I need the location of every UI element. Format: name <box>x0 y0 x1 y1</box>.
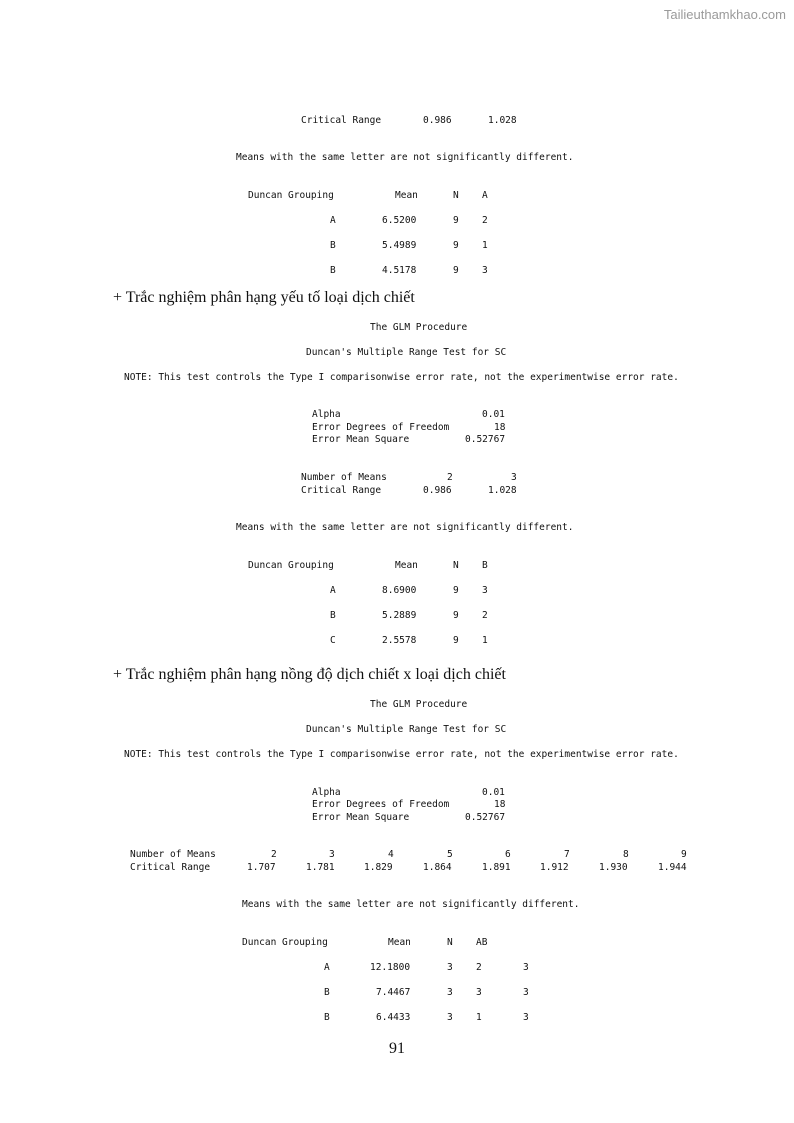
df-label: Error Degrees of Freedom <box>312 799 450 810</box>
row-n: 3 <box>447 987 453 998</box>
header-factor: A <box>482 190 488 201</box>
row-mean: 6.5200 <box>382 215 417 226</box>
critical-range-value: 1.864 <box>423 862 452 873</box>
row-group: C <box>330 635 336 646</box>
ms-label: Error Mean Square <box>312 434 410 445</box>
row-n: 9 <box>453 610 459 621</box>
num-means-value: 3 <box>329 849 335 860</box>
row-level-b: 3 <box>523 1012 529 1023</box>
df-value: 18 <box>494 422 506 433</box>
row-n: 9 <box>453 240 459 251</box>
means-note: Means with the same letter are not significantly different. <box>236 522 574 533</box>
row-n: 9 <box>453 635 459 646</box>
row-mean: 12.1800 <box>370 962 411 973</box>
num-means-value: 9 <box>681 849 687 860</box>
row-n: 3 <box>447 962 453 973</box>
row-n: 9 <box>453 215 459 226</box>
procedure-title: The GLM Procedure <box>370 322 468 333</box>
header-grouping: Duncan Grouping <box>242 937 328 948</box>
row-n: 3 <box>447 1012 453 1023</box>
critical-range-value: 1.028 <box>488 485 517 496</box>
num-means-value: 2 <box>447 472 453 483</box>
df-value: 18 <box>494 799 506 810</box>
critical-range-value: 1.707 <box>247 862 276 873</box>
row-level: 1 <box>482 240 488 251</box>
header-factor: AB <box>476 937 488 948</box>
num-means-value: 3 <box>511 472 517 483</box>
means-note: Means with the same letter are not significantly different. <box>242 899 580 910</box>
alpha-label: Alpha <box>312 787 341 798</box>
critical-range-value: 1.891 <box>482 862 511 873</box>
critical-range-value: 1.028 <box>488 115 517 126</box>
num-means-value: 2 <box>271 849 277 860</box>
num-means-value: 8 <box>623 849 629 860</box>
header-mean: Mean <box>388 937 411 948</box>
test-title: Duncan's Multiple Range Test for SC <box>306 347 507 358</box>
row-group: A <box>330 585 336 596</box>
critical-range-value: 1.912 <box>540 862 569 873</box>
procedure-title: The GLM Procedure <box>370 699 468 710</box>
num-means-label: Number of Means <box>130 849 216 860</box>
critical-range-value: 1.781 <box>306 862 335 873</box>
row-group: B <box>330 610 336 621</box>
row-group: B <box>324 1012 330 1023</box>
row-group: B <box>330 265 336 276</box>
row-mean: 8.6900 <box>382 585 417 596</box>
row-group: B <box>324 987 330 998</box>
alpha-value: 0.01 <box>482 787 505 798</box>
num-means-value: 5 <box>447 849 453 860</box>
header-mean: Mean <box>395 190 418 201</box>
means-note: Means with the same letter are not significantly different. <box>236 152 574 163</box>
row-level-a: 2 <box>476 962 482 973</box>
critical-range-label: Critical Range <box>301 115 382 126</box>
header-n: N <box>453 560 459 571</box>
header-factor: B <box>482 560 488 571</box>
row-level: 3 <box>482 265 488 276</box>
row-level-a: 3 <box>476 987 482 998</box>
page-number: 91 <box>389 1040 405 1057</box>
critical-range-value: 0.986 <box>423 115 452 126</box>
critical-range-value: 0.986 <box>423 485 452 496</box>
row-mean: 7.4467 <box>376 987 411 998</box>
num-means-value: 6 <box>505 849 511 860</box>
test-title: Duncan's Multiple Range Test for SC <box>306 724 507 735</box>
row-level-a: 1 <box>476 1012 482 1023</box>
row-level: 2 <box>482 610 488 621</box>
row-level: 3 <box>482 585 488 596</box>
header-n: N <box>447 937 453 948</box>
row-mean: 2.5578 <box>382 635 417 646</box>
header-mean: Mean <box>395 560 418 571</box>
ms-value: 0.52767 <box>465 812 506 823</box>
critical-range-value: 1.930 <box>599 862 628 873</box>
header-grouping: Duncan Grouping <box>248 190 334 201</box>
section-heading: + Trắc nghiệm phân hạng nồng độ dịch chiết x loại dịch chiết <box>113 666 506 683</box>
row-group: B <box>330 240 336 251</box>
num-means-value: 7 <box>564 849 570 860</box>
alpha-label: Alpha <box>312 409 341 420</box>
alpha-value: 0.01 <box>482 409 505 420</box>
critical-range-label: Critical Range <box>130 862 211 873</box>
ms-value: 0.52767 <box>465 434 506 445</box>
row-level: 1 <box>482 635 488 646</box>
ms-label: Error Mean Square <box>312 812 410 823</box>
row-mean: 5.4989 <box>382 240 417 251</box>
row-n: 9 <box>453 585 459 596</box>
num-means-label: Number of Means <box>301 472 387 483</box>
critical-range-label: Critical Range <box>301 485 382 496</box>
header-n: N <box>453 190 459 201</box>
row-group: A <box>324 962 330 973</box>
row-level-b: 3 <box>523 962 529 973</box>
num-means-value: 4 <box>388 849 394 860</box>
row-n: 9 <box>453 265 459 276</box>
header-grouping: Duncan Grouping <box>248 560 334 571</box>
watermark: Tailieuthamkhao.com <box>663 7 786 22</box>
row-level: 2 <box>482 215 488 226</box>
critical-range-value: 1.829 <box>364 862 393 873</box>
df-label: Error Degrees of Freedom <box>312 422 450 433</box>
section-heading: + Trắc nghiệm phân hạng yếu tố loại dịch chiết <box>113 289 415 306</box>
row-mean: 6.4433 <box>376 1012 411 1023</box>
note-text: NOTE: This test controls the Type I comparisonwise error rate, not the experimentwise error rate. <box>124 749 679 760</box>
critical-range-value: 1.944 <box>658 862 687 873</box>
row-level-b: 3 <box>523 987 529 998</box>
note-text: NOTE: This test controls the Type I comparisonwise error rate, not the experimentwise error rate. <box>124 372 679 383</box>
row-group: A <box>330 215 336 226</box>
row-mean: 4.5178 <box>382 265 417 276</box>
row-mean: 5.2889 <box>382 610 417 621</box>
